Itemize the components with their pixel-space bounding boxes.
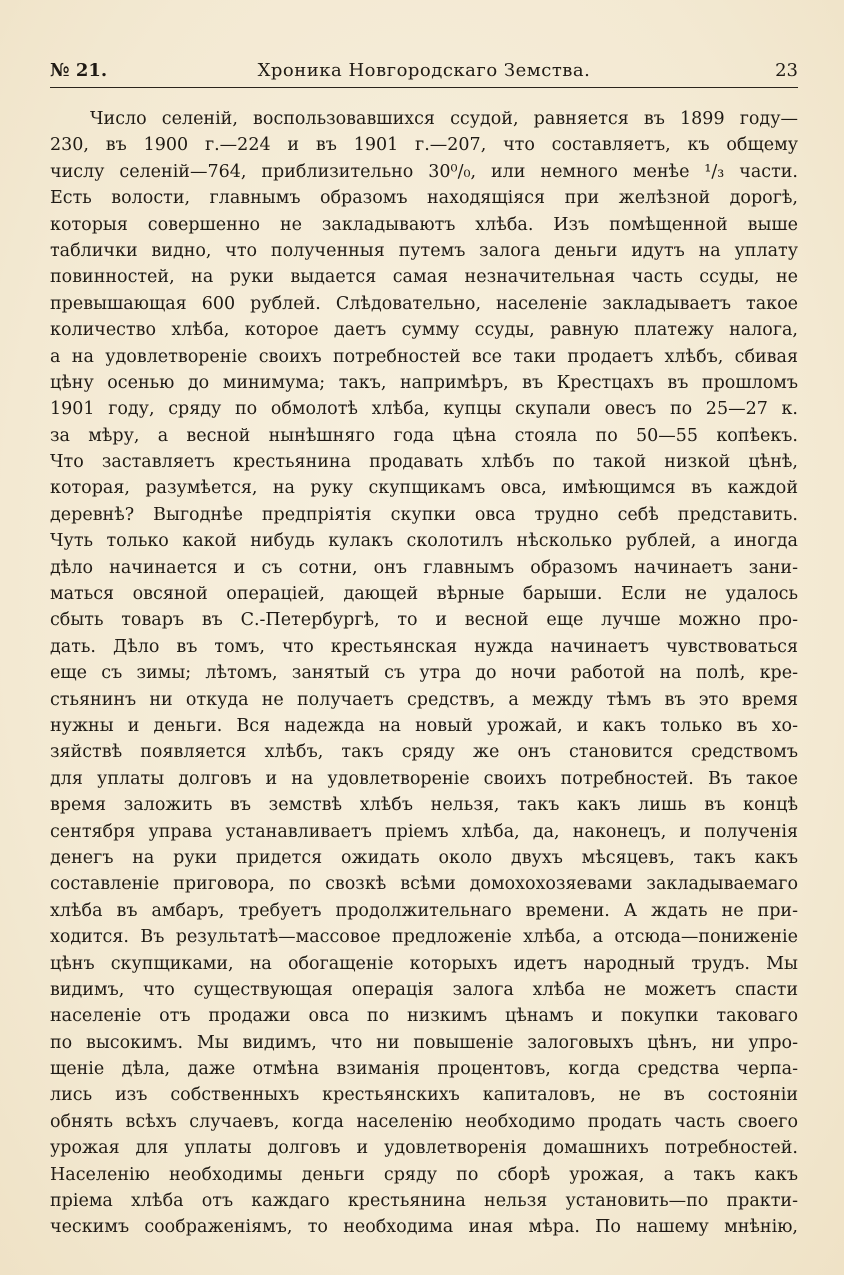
text-line: которая, разумѣется, на руку скупщикамъ овса, имѣющимся въ каждой	[50, 478, 798, 499]
text-line: денегъ на руки придется ожидать около двухъ мѣсяцевъ, такъ какъ	[50, 847, 798, 868]
issue-number: № 21.	[50, 60, 108, 81]
running-header	[50, 56, 798, 86]
text-line: обнять всѣхъ случаевъ, когда населенію необходимо продать часть своего	[50, 1111, 798, 1132]
text-line: Что заставляетъ крестьянина продавать хлѣбъ по такой низкой цѣнѣ,	[50, 452, 798, 473]
text-line: Есть волости, главнымъ образомъ находящіяся при желѣзной дорогѣ,	[50, 188, 798, 209]
text-line: хлѣба въ амбаръ, требуетъ продолжительнаго времени. А ждать не при-	[50, 900, 798, 921]
text-line: щеніе дѣла, даже отмѣна взиманія процентовъ, когда средства черпа-	[50, 1059, 798, 1080]
text-line: числу селеній—764, приблизительно 30⁰/₀, или немного менѣе ¹/₃ части.	[50, 161, 798, 182]
text-line: ходится. Въ результатѣ—массовое предложеніе хлѣба, а отсюда—пониженіе	[50, 927, 798, 948]
text-line: пріема хлѣба отъ каждаго крестьянина нельзя установить—по практи-	[50, 1191, 798, 1212]
text-line: превышающая 600 рублей. Слѣдовательно, населеніе закладываетъ такое	[50, 293, 798, 314]
text-line: сбыть товаръ въ С.-Петербургѣ, то и весной еще лучше можно про-	[50, 610, 798, 631]
text-line: стьянинъ ни откуда не получаетъ средствъ, а между тѣмъ въ это время	[50, 689, 798, 710]
text-line: 1901 году, сряду по обмолотѣ хлѣба, купцы скупали овесъ по 25—27 к.	[50, 399, 798, 420]
text-line: Число селеній, воспользовавшихся ссудой, равняется въ 1899 году—	[90, 109, 798, 129]
text-line: лись изъ собственныхъ крестьянскихъ капиталовъ, не въ состояніи	[50, 1085, 798, 1106]
text-line: цѣну осенью до минимума; такъ, напримѣръ, въ Крестцахъ въ прошломъ	[50, 372, 798, 393]
text-line: цѣнъ скупщиками, на обогащеніе которыхъ идетъ народный трудъ. Мы	[50, 953, 798, 974]
text-line: еще съ зимы; лѣтомъ, занятый съ утра до ночи работой на полѣ, кре-	[50, 663, 798, 684]
text-line: Населенію необходимы деньги сряду по сборѣ урожая, а такъ какъ	[50, 1164, 798, 1185]
text-line: составленіе приговора, по свозкѣ всѣми домохохозяевами закладываемаго	[50, 874, 798, 895]
text-line: 230, въ 1900 г.—224 и въ 1901 г.—207, что составляетъ, къ общему	[50, 135, 798, 156]
journal-title: Хроника Новгородскаго Земства.	[257, 60, 591, 81]
text-line: Чуть только какой нибудь кулакъ сколотилъ нѣсколько рублей, а иногда	[50, 531, 798, 552]
text-line: по высокимъ. Мы видимъ, что ни повышеніе залоговыхъ цѣнъ, ни упро-	[50, 1032, 798, 1053]
text-line: количество хлѣба, которое даетъ сумму ссуды, равную платежу налога,	[50, 320, 798, 341]
text-line: деревнѣ? Выгоднѣе предпріятія скупки овса трудно себѣ представить.	[50, 504, 798, 525]
text-line: населеніе отъ продажи овса по низкимъ цѣнамъ и покупки таковаго	[50, 1006, 798, 1027]
text-line: дать. Дѣло въ томъ, что крестьянская нужда начинаетъ чувствоваться	[50, 636, 798, 657]
text-line: сентября управа устанавливаетъ пріемъ хлѣба, да, наконецъ, и полученія	[50, 821, 798, 842]
page-number: 23	[775, 60, 798, 81]
body-text	[50, 106, 798, 1241]
text-line: за мѣру, а весной нынѣшняго года цѣна стояла по 50—55 копѣекъ.	[50, 425, 798, 446]
text-line: маться овсяной операціей, дающей вѣрные барыши. Если не удалось	[50, 584, 798, 605]
text-line: видимъ, что существующая операція залога хлѣба не можетъ спасти	[50, 979, 798, 1000]
text-line: нужны и деньги. Вся надежда на новый урожай, и какъ только въ хо-	[50, 715, 798, 736]
text-line: ческимъ соображеніямъ, то необходима иная мѣра. По нашему мнѣнію,	[50, 1217, 798, 1238]
text-line: которыя совершенно не закладываютъ хлѣба. Изъ помѣщенной выше	[50, 214, 798, 235]
text-line: повинностей, на руки выдается самая незначительная часть ссуды, не	[50, 267, 798, 288]
text-line: дѣло начинается и съ сотни, онъ главнымъ образомъ начинаетъ зани-	[50, 557, 798, 578]
text-line: зяйствѣ появляется хлѣбъ, такъ сряду же онъ становится средствомъ	[50, 742, 798, 763]
header-rule	[50, 87, 798, 88]
text-line: а на удовлетвореніе своихъ потребностей все таки продаетъ хлѣбъ, сбивая	[50, 346, 798, 367]
text-line: время заложить въ земствѣ хлѣбъ нельзя, такъ какъ лишь въ концѣ	[50, 795, 798, 816]
text-line: таблички видно, что полученныя путемъ залога деньги идутъ на уплату	[50, 240, 798, 261]
text-line: урожая для уплаты долговъ и удовлетворенія домашнихъ потребностей.	[50, 1138, 798, 1159]
text-line: для уплаты долговъ и на удовлетвореніе своихъ потребностей. Въ такое	[50, 768, 798, 789]
